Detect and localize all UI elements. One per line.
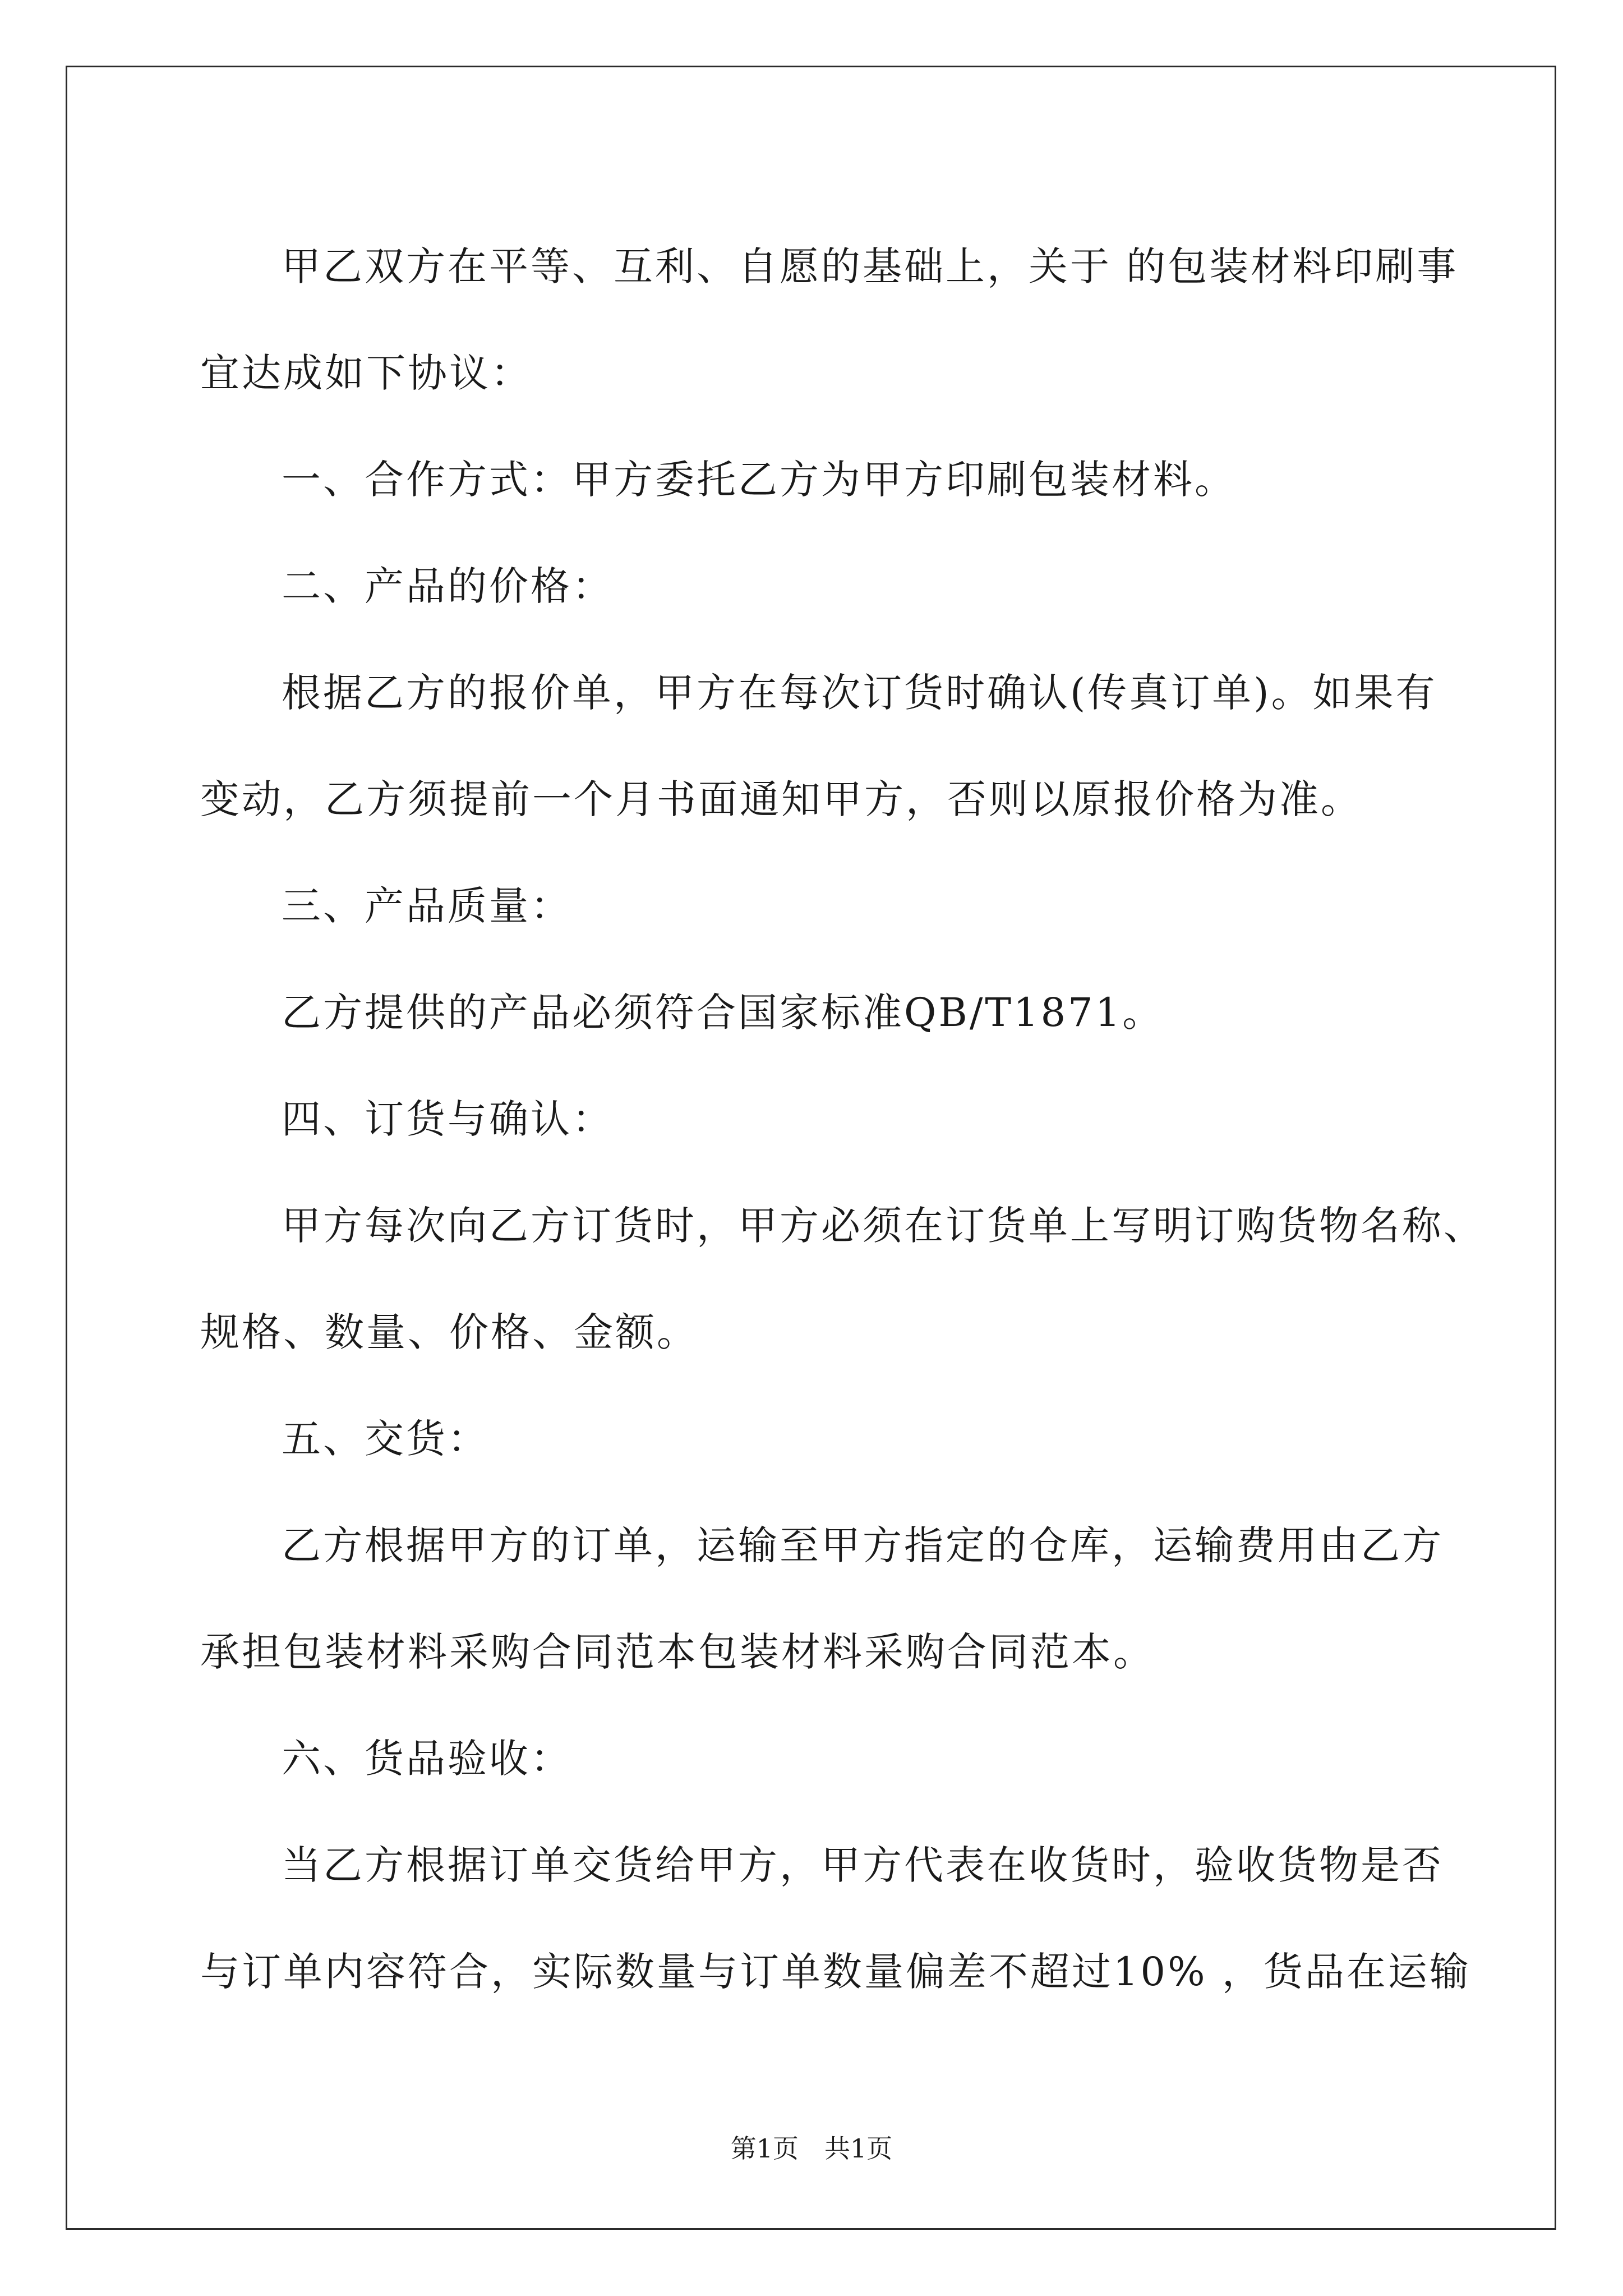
paragraph-line: 当乙方根据订单交货给甲方，甲方代表在收货时，验收货物是否 (282, 1842, 1444, 1888)
section-heading-ordering: 四、订货与确认： (282, 1096, 614, 1142)
section-heading-cooperation: 一、合作方式：甲方委托乙方为甲方印刷包装材料。 (282, 457, 1236, 503)
paragraph-line: 乙方根据甲方的订单，运输至甲方指定的仓库，运输费用由乙方 (282, 1522, 1444, 1568)
paragraph-line: 乙方提供的产品必须符合国家标准QB/T1871。 (282, 990, 1164, 1036)
paragraph-line: 根据乙方的报价单，甲方在每次订货时确认(传真订单)。如果有 (282, 670, 1437, 716)
paragraph-line: 宜达成如下协议： (200, 350, 532, 396)
paragraph-line: 规格、数量、价格、金额。 (200, 1309, 698, 1355)
page-number-footer: 第1页 共1页 (730, 2133, 893, 2164)
section-heading-price: 二、产品的价格： (282, 563, 614, 609)
section-heading-quality: 三、产品质量： (282, 883, 572, 929)
paragraph-line: 与订单内容符合，实际数量与订单数量偏差不超过10% ，货品在运输 (200, 1949, 1471, 1995)
paragraph-line: 承担包装材料采购合同范本包装材料采购合同范本。 (200, 1629, 1155, 1675)
paragraph-line: 变动，乙方须提前一个月书面通知甲方，否则以原报价格为准。 (200, 776, 1362, 822)
paragraph-line: 甲乙双方在平等、互利、自愿的基础上，关于 的包装材料印刷事 (282, 243, 1459, 289)
section-heading-inspection: 六、货品验收： (282, 1736, 572, 1782)
section-heading-delivery: 五、交货： (282, 1416, 489, 1462)
paragraph-line: 甲方每次向乙方订货时，甲方必须在订货单上写明订购货物名称、 (282, 1203, 1485, 1249)
document-body (200, 213, 1485, 2025)
